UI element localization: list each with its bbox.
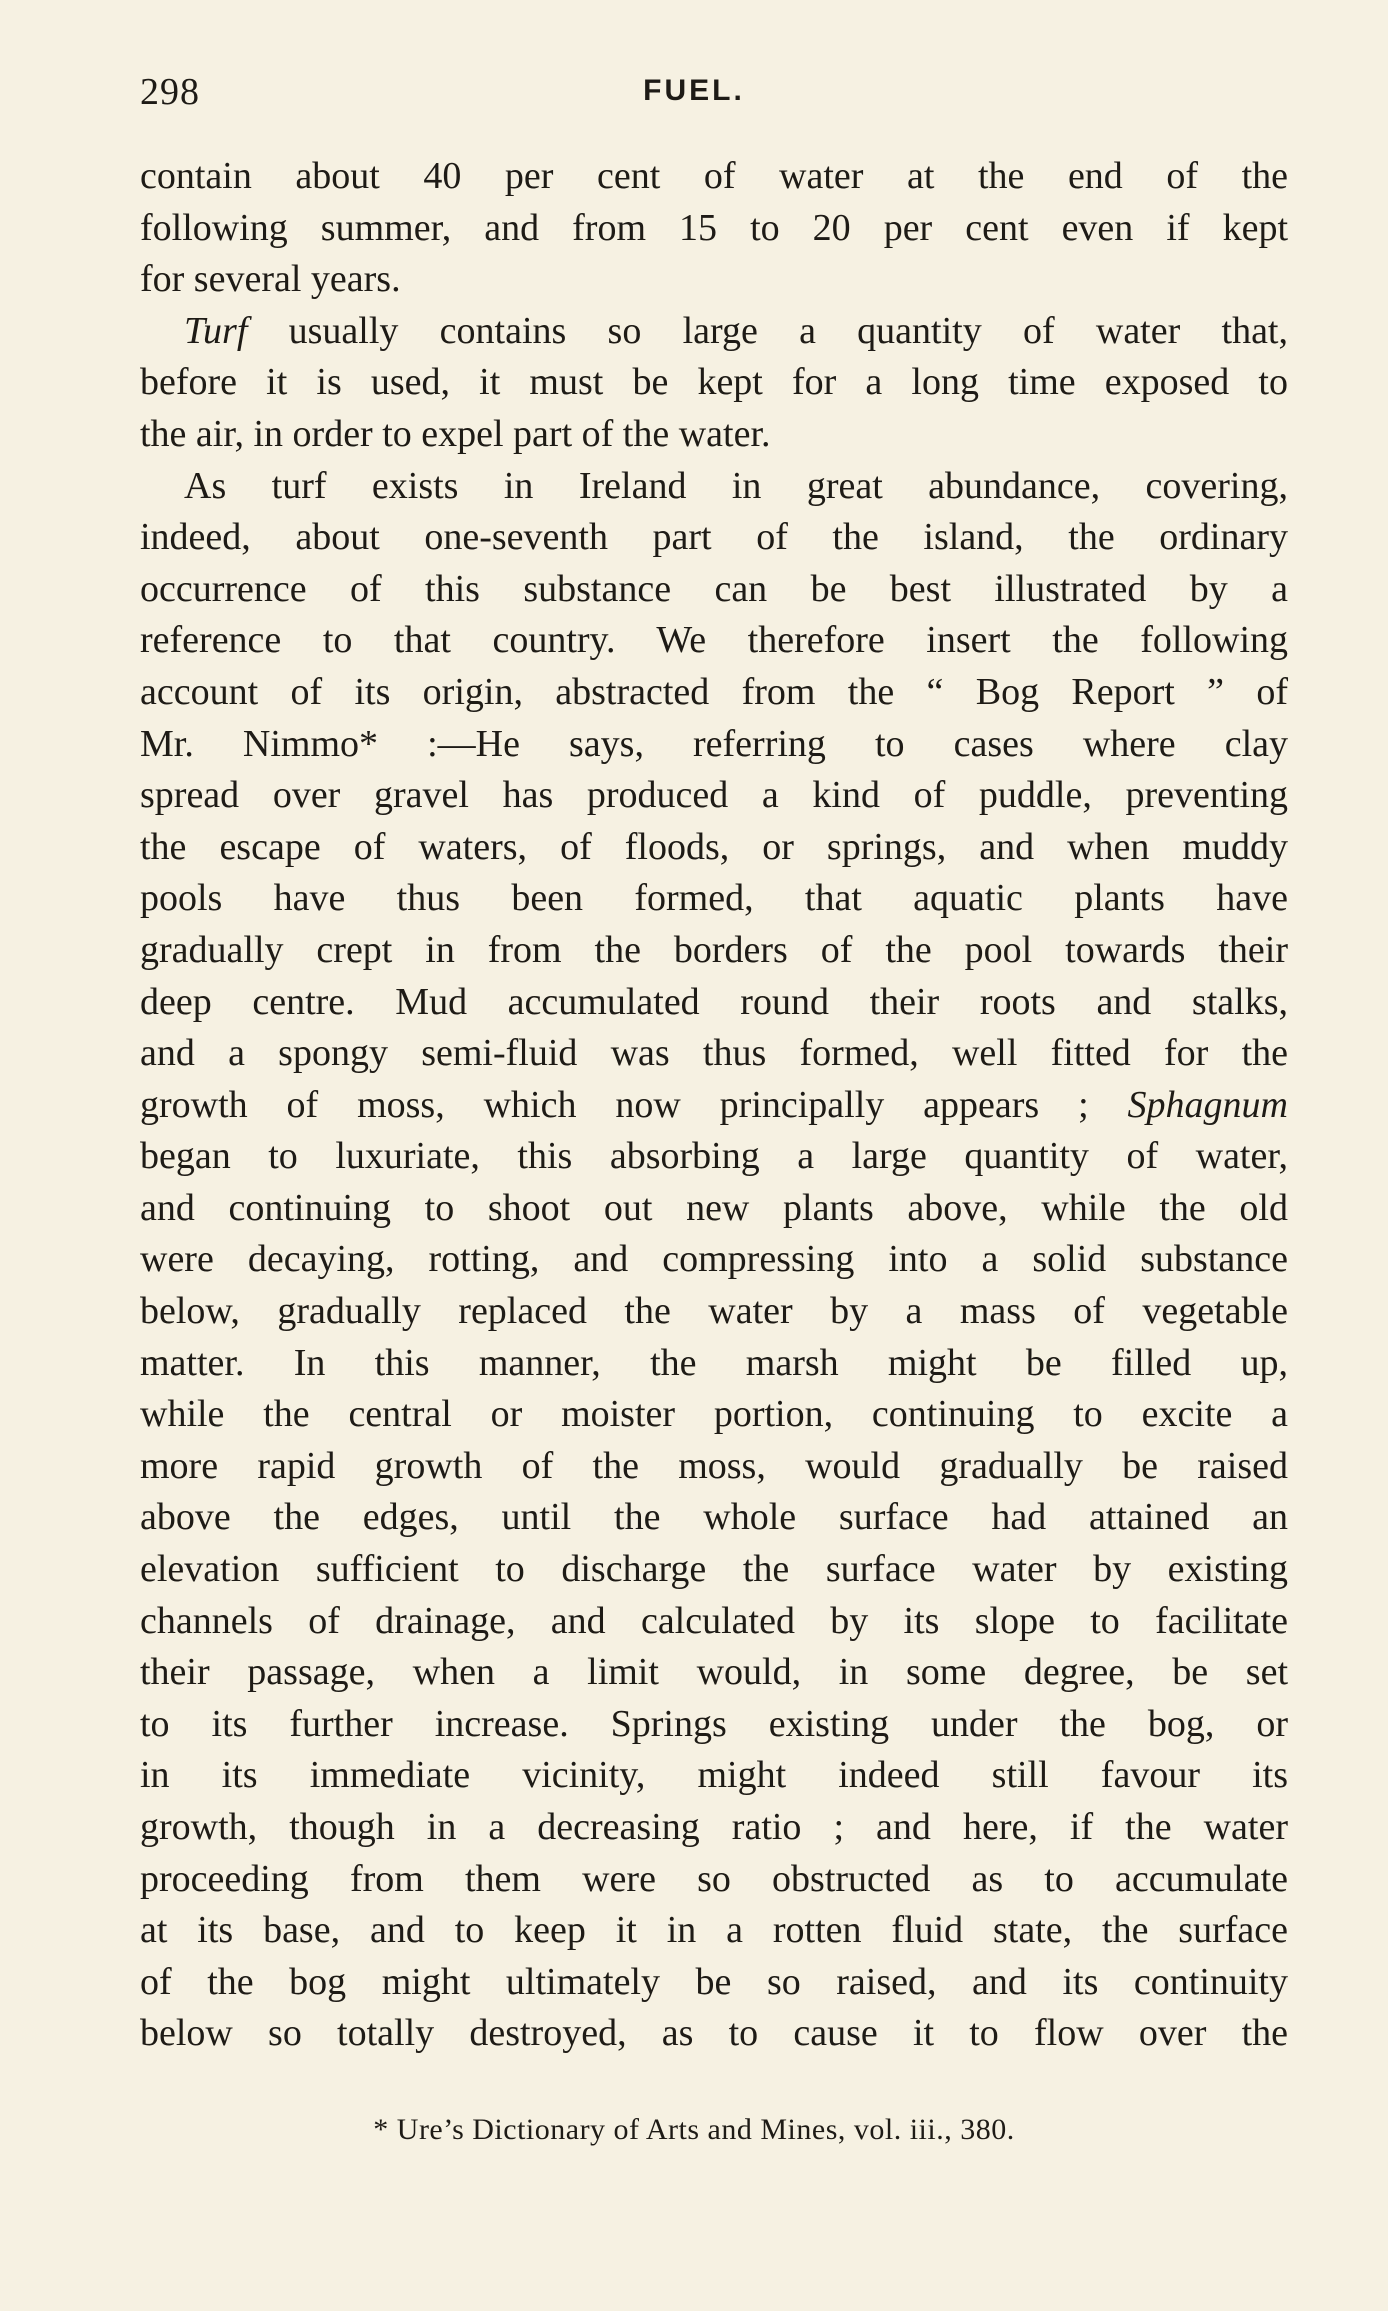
text-line: contain about 40 per cent of water at the end of the	[140, 155, 1288, 197]
text-line: matter. In this manner, the marsh might be filled up,	[140, 1341, 1288, 1384]
text-line: reference to that country. We therefore insert the following	[140, 619, 1288, 662]
text-line: more rapid growth of the moss, would gradually be raised	[140, 1444, 1288, 1487]
body-text	[140, 151, 1288, 2060]
text-line: while the central or moister portion, continuing to excite a	[140, 1393, 1288, 1436]
text-line: the escape of waters, of floods, or springs, and when muddy	[140, 825, 1288, 868]
text-line: above the edges, until the whole surface had attained an	[140, 1496, 1288, 1539]
footnote: * Ure’s Dictionary of Arts and Mines, vol. iii., 380.	[373, 2113, 1015, 2146]
text-line: following summer, and from 15 to 20 per cent even if kept	[140, 206, 1288, 249]
text-line: account of its origin, abstracted from the “ Bog Report ” of	[140, 670, 1288, 713]
text-line: deep centre. Mud accumulated round their roots and stalks,	[140, 980, 1288, 1023]
text-line: and a spongy semi-fluid was thus formed, well fitted for the	[140, 1032, 1288, 1075]
text-line: As turf exists in Ireland in great abundance, covering,	[184, 464, 1288, 507]
page-number: 298	[140, 71, 200, 113]
text-line: growth, though in a decreasing ratio ; and here, if the water	[140, 1806, 1288, 1848]
text-line: below, gradually replaced the water by a mass of vegetable	[140, 1290, 1288, 1333]
text-line: for several years.	[140, 258, 401, 301]
text-line: occurrence of this substance can be best illustrated by a	[140, 567, 1288, 610]
text-line: the air, in order to expel part of the water.	[140, 412, 771, 455]
text-line: at its base, and to keep it in a rotten fluid state, the surface	[140, 1909, 1288, 1952]
text-line: below so totally destroyed, as to cause it to flow over the	[140, 2012, 1288, 2055]
text-line: began to luxuriate, this absorbing a large quantity of water,	[140, 1135, 1288, 1178]
text-line: spread over gravel has produced a kind of puddle, preventing	[140, 774, 1288, 817]
text-line: pools have thus been formed, that aquatic plants have	[140, 877, 1288, 920]
text-line: gradually crept in from the borders of the pool towards their	[140, 928, 1288, 971]
running-title: FUEL.	[643, 74, 745, 107]
text-line: their passage, when a limit would, in some degree, be set	[140, 1651, 1288, 1694]
text-line: channels of drainage, and calculated by its slope to facilitate	[140, 1599, 1288, 1642]
italic-word: Sphagnum	[1127, 1083, 1288, 1126]
text-line: elevation sufficient to discharge the surface water by existing	[140, 1548, 1288, 1591]
text-line: proceeding from them were so obstructed as to accumulate	[140, 1857, 1288, 1900]
text-line: Mr. Nimmo* :—He says, referring to cases where clay	[140, 722, 1288, 765]
text-line: and continuing to shoot out new plants above, while the old	[140, 1186, 1288, 1229]
text-line: Turf usually contains so large a quantity of water that,	[184, 309, 1288, 352]
italic-word: Turf	[184, 309, 248, 352]
text-line: growth of moss, which now principally appears ; Sphagnum	[140, 1083, 1288, 1126]
text-line: to its further increase. Springs existing under the bog, or	[140, 1702, 1288, 1745]
text-line: in its immediate vicinity, might indeed still favour its	[140, 1754, 1288, 1797]
text-line: before it is used, it must be kept for a long time exposed to	[140, 361, 1288, 404]
text-line: indeed, about one-seventh part of the island, the ordinary	[140, 516, 1288, 559]
text-line: of the bog might ultimately be so raised, and its continuity	[140, 1960, 1288, 2003]
text-line: were decaying, rotting, and compressing into a solid substance	[140, 1238, 1288, 1281]
